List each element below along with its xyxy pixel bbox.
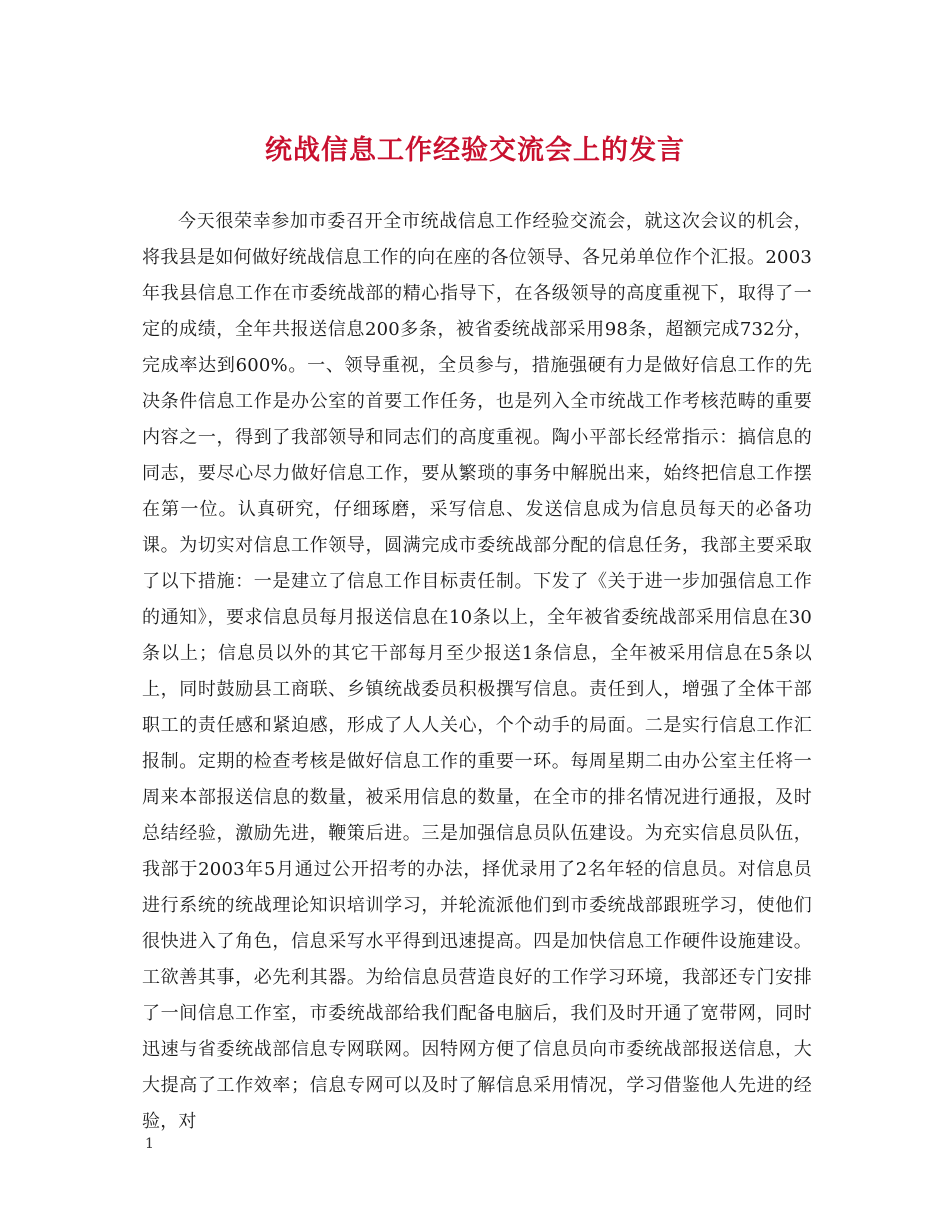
body-paragraph: 今天很荣幸参加市委召开全市统战信息工作经验交流会，就这次会议的机会，将我县是如何做好统战信息工作的向在座的各位领导、各兄弟单位作个汇报。2003年我县信息工作在市委统战部的精心指导下，在各级领导的高度重视下，取得了一定的成绩，全年共报送信息200多条，被省委统战部采用98条，超额完成732分，完成率达到600%。一、领导重视，全员参与，措施强硬有力是做好信息工作的先决条件信息工作是办公室的首要工作任务，也是列入全市统战工作考核范畴的重要内容之一，得到了我部领导和同志们的高度重视。陶小平部长经常指示：搞信息的同志，要尽心尽力做好信息工作，要从繁琐的事务中解脱出来，始终把信息工作摆在第一位。认真研究，仔细琢磨，采写信息、发送信息成为信息员每天的必备功课。为切实对信息工作领导，圆满完成市委统战部分配的信息任务，我部主要采取了以下措施：一是建立了信息工作目标责任制。下发了《关于进一步加强信息工作的通知》，要求信息员每月报送信息在10条以上，全年被省委统战部采用信息在30条以上；信息员以外的其它干部每月至少报送1条信息，全年被采用信息在5条以上，同时鼓励县工商联、乡镇统战委员积极撰写信息。责任到人，增强了全体干部职工的责任感和紧迫感，形成了人人关心，个个动手的局面。二是实行信息工作汇报制。定期的检查考核是做好信息工作的重要一环。每周星期二由办公室主任将一周来本部报送信息的数量，被采用信息的数量，在全市的排名情况进行通报，及时总结经验，激励先进，鞭策后进。三是加强信息员队伍建设。为充实信息员队伍，我部于2003年5月通过公开招考的办法，择优录用了2名年轻的信息员。对信息员进行系统的统战理论知识培训学习，并轮流派他们到市委统战部跟班学习，使他们很快进入了角色，信息采写水平得到迅速提高。四是加快信息工作硬件设施建设。工欲善其事，必先利其器。为给信息员营造良好的工作学习环境，我部还专门安排了一间信息工作室，市委统战部给我们配备电脑后，我们及时开通了宽带网，同时迅速与省委统战部信息专网联网。因特网方便了信息员向市委统战部报送信息，大大提高了工作效率；信息专网可以及时了解信息采用情况，学习借鉴他人先进的经验，对	[142, 211, 812, 1132]
page-number: 1	[145, 1136, 154, 1152]
document-title: 统战信息工作经验交流会上的发言	[265, 135, 685, 166]
